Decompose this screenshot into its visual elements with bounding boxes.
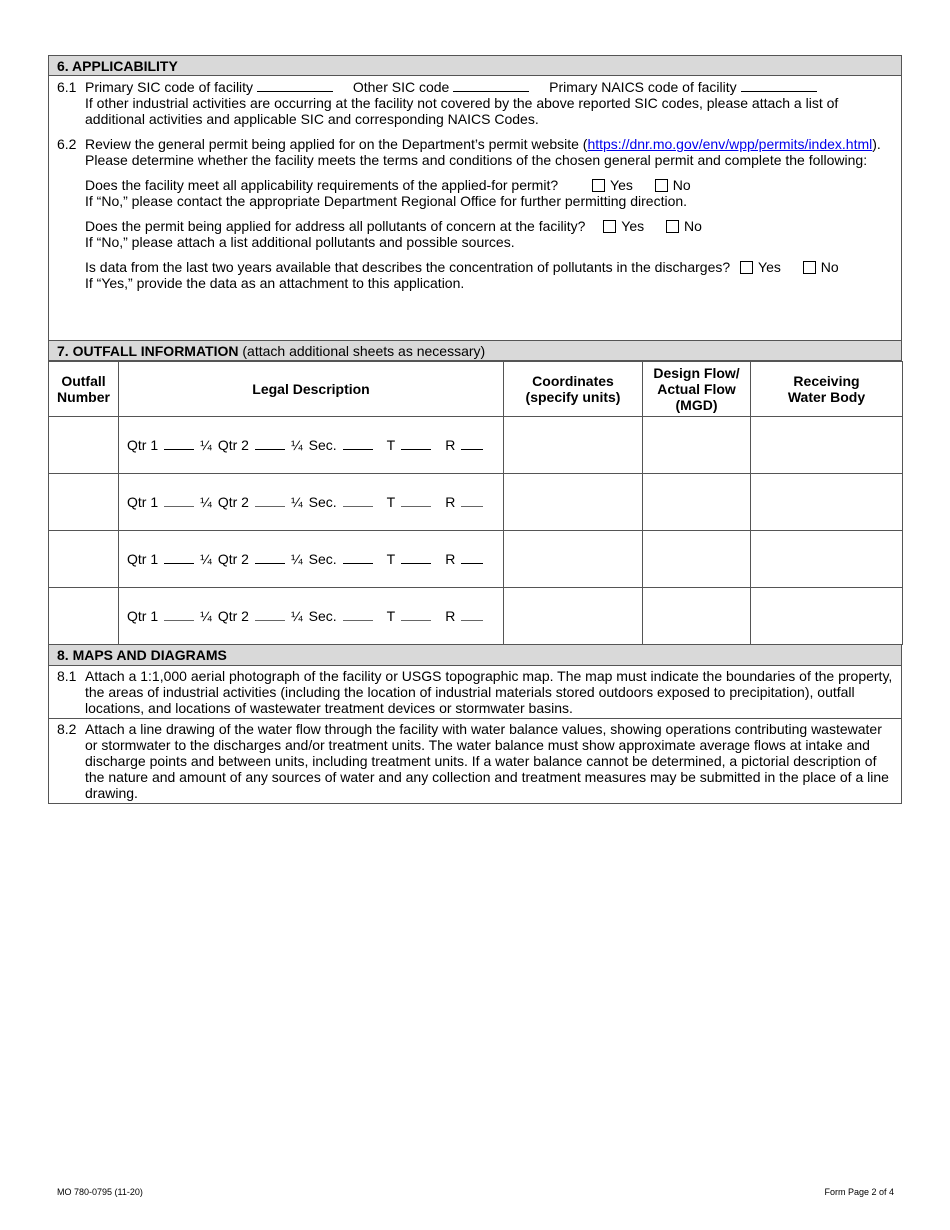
item-8-2: 8.2 Attach a line drawing of the water flow through the facility with water balance values, showing operations contributing wastewater or stormwater to the discharges and/or treatment units. The water balance must show approximate average flows at intake and discharge points and between units, including treatment units. If a water balance cannot be determined, a pictorial description of the nature and amount of any sources of water and any collection and treatment measures may be submitted in the place of a line drawing. [48, 719, 902, 804]
t-field[interactable] [401, 552, 431, 564]
design-flow-cell[interactable] [643, 531, 751, 588]
col-design-flow: Design Flow/ Actual Flow (MGD) [643, 362, 751, 417]
qtr2-field[interactable] [255, 438, 285, 450]
design-flow-cell[interactable] [643, 474, 751, 531]
design-flow-cell[interactable] [643, 417, 751, 474]
r-field[interactable] [461, 438, 483, 450]
col-legal-description: Legal Description [119, 362, 504, 417]
sec-field[interactable] [343, 495, 373, 507]
other-sic-field[interactable] [453, 80, 529, 92]
t-field[interactable] [401, 495, 431, 507]
receiving-water-cell[interactable] [751, 531, 903, 588]
primary-naics-label: Primary NAICS code of facility [549, 79, 737, 95]
legal-description-cell[interactable]: Qtr 1 ¼ Qtr 2 ¼ Sec. T R [119, 474, 504, 531]
r-field[interactable] [461, 552, 483, 564]
col-outfall-number: Outfall Number [49, 362, 119, 417]
question-pollutants: Does the permit being applied for address all pollutants of concern at the facility? Yes No If “No,” please attach a list additional pollutants and possible sources. [85, 218, 702, 250]
section-7-header: 7. OUTFALL INFORMATION (attach additional sheets as necessary) [48, 340, 902, 361]
sec-field[interactable] [343, 552, 373, 564]
q3-no[interactable]: No [803, 259, 839, 275]
t-field[interactable] [401, 438, 431, 450]
outfall-table-header [49, 362, 903, 417]
outfall-number-cell[interactable] [49, 474, 119, 531]
col-coordinates: Coordinates (specify units) [504, 362, 643, 417]
qtr2-field[interactable] [255, 552, 285, 564]
q1-no[interactable]: No [655, 177, 691, 193]
qtr2-field[interactable] [255, 609, 285, 621]
receiving-water-cell[interactable] [751, 588, 903, 645]
outfall-number-cell[interactable] [49, 417, 119, 474]
receiving-water-cell[interactable] [751, 474, 903, 531]
q1-no-checkbox[interactable] [655, 179, 668, 192]
permit-form-page [48, 55, 902, 804]
legal-description-cell[interactable]: Qtr 1 ¼ Qtr 2 ¼ Sec. T R [119, 531, 504, 588]
coordinates-cell[interactable] [504, 474, 643, 531]
t-field[interactable] [401, 609, 431, 621]
r-field[interactable] [461, 609, 483, 621]
q2-yes[interactable]: Yes [603, 218, 644, 234]
col-receiving-water: Receiving Water Body [751, 362, 903, 417]
section-6-body [48, 76, 902, 340]
table-row [49, 588, 903, 645]
question-applicability: Does the facility meet all applicability requirements of the applied-for permit? Yes No If “No,” please contact the appropriate Department Regional Office for further permitting direction. [85, 177, 691, 209]
table-row [49, 417, 903, 474]
sec-field[interactable] [343, 609, 373, 621]
q2-yes-checkbox[interactable] [603, 220, 616, 233]
legal-description-cell[interactable]: Qtr 1 ¼ Qtr 2 ¼ Sec. T R [119, 588, 504, 645]
page-number: Form Page 2 of 4 [824, 1187, 894, 1197]
coordinates-cell[interactable] [504, 417, 643, 474]
coordinates-cell[interactable] [504, 531, 643, 588]
section-6-header: 6. APPLICABILITY [48, 55, 902, 76]
r-field[interactable] [461, 495, 483, 507]
legal-description-cell[interactable]: Qtr 1 ¼ Qtr 2 ¼ Sec. T R [119, 417, 504, 474]
question-data-available: Is data from the last two years available that describes the concentration of pollutants in the discharges? Yes No If “Yes,” provide the data as an attachment to this application. [85, 259, 839, 291]
q3-yes[interactable]: Yes [740, 259, 781, 275]
other-sic-label: Other SIC code [352, 79, 450, 95]
qtr2-field[interactable] [255, 495, 285, 507]
item-6-2: 6.2 Review the general permit being applied for on the Department’s permit website (https://dnr.mo.gov/env/wpp/permits/index.html). Please determine whether the facility meets the terms and conditions of the chosen general permit and complete the following: [57, 136, 881, 168]
coordinates-cell[interactable] [504, 588, 643, 645]
q2-no[interactable]: No [666, 218, 702, 234]
primary-sic-label: Primary SIC code of facility [85, 79, 254, 95]
primary-sic-field[interactable] [257, 80, 333, 92]
outfall-number-cell[interactable] [49, 588, 119, 645]
section-8-header: 8. MAPS AND DIAGRAMS [48, 645, 902, 666]
qtr1-field[interactable] [164, 495, 194, 507]
q2-no-checkbox[interactable] [666, 220, 679, 233]
permit-website-link[interactable]: https://dnr.mo.gov/env/wpp/permits/index.html [587, 136, 873, 152]
form-id: MO 780-0795 (11-20) [57, 1187, 143, 1197]
item-6-1: 6.1 Primary SIC code of facility Other SIC code Primary NAICS code of facility If other industrial activities are occurring at the facility not covered by the above reported SIC codes, please attach a list of additional activities and applicable SIC and corresponding NAICS Codes. [57, 79, 839, 127]
table-row [49, 531, 903, 588]
outfall-number-cell[interactable] [49, 531, 119, 588]
item-8-1: 8.1 Attach a 1:1,000 aerial photograph of the facility or USGS topographic map. The map must indicate the boundaries of the property, the areas of industrial activities (including the location of industrial materials stored outdoors exposed to precipitation), outfall locations, and locations of wastewater treatment devices or stormwater basins. [48, 666, 902, 719]
qtr1-field[interactable] [164, 438, 194, 450]
primary-naics-field[interactable] [741, 80, 817, 92]
receiving-water-cell[interactable] [751, 417, 903, 474]
q3-yes-checkbox[interactable] [740, 261, 753, 274]
q3-no-checkbox[interactable] [803, 261, 816, 274]
qtr1-field[interactable] [164, 552, 194, 564]
qtr1-field[interactable] [164, 609, 194, 621]
outfall-table [48, 361, 903, 645]
q1-yes[interactable]: Yes [592, 177, 633, 193]
design-flow-cell[interactable] [643, 588, 751, 645]
table-row [49, 474, 903, 531]
q1-yes-checkbox[interactable] [592, 179, 605, 192]
sec-field[interactable] [343, 438, 373, 450]
